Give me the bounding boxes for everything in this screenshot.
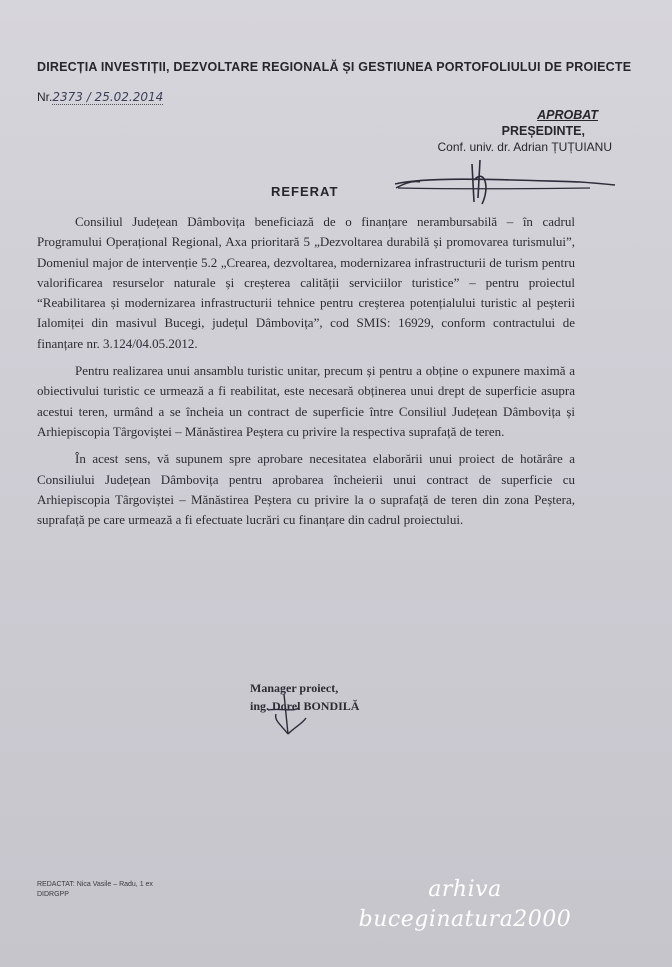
president-label: PREȘEDINTE, bbox=[501, 124, 585, 138]
watermark bbox=[300, 875, 630, 935]
manager-name: ing. Dorel BONDILĂ bbox=[250, 699, 360, 713]
president-name: Conf. univ. dr. Adrian ȚUȚUIANU bbox=[437, 140, 612, 154]
document-title: REFERAT bbox=[271, 184, 339, 199]
paragraph: În acest sens, vă supunem spre aprobare necesitatea elaborării unui proiect de hotărâre a Consiliului Județean Dâmbovița pentru aprobarea încheierii unui contract de superficie cu Arhiepiscopia Târgoviștei – Mănăstirea Peștera cu privire la o suprafață de teren din zona Peștera, suprafață pe care urmează a fi efectuate lucrări cu finanțare din cadrul proiectului. bbox=[37, 451, 575, 528]
approved-label: APROBAT bbox=[537, 108, 598, 122]
president-signature bbox=[390, 158, 620, 208]
footer-note bbox=[37, 880, 153, 900]
manager-signature bbox=[254, 690, 324, 740]
nr-value: 2373 / 25.02.2014 bbox=[52, 90, 164, 104]
redactat-text: REDACTAT: Nica Vasile – Radu, 1 ex bbox=[37, 881, 153, 888]
manager-role: Manager proiect, bbox=[250, 681, 339, 695]
document-body bbox=[37, 212, 575, 537]
department-code: DIDRGPP bbox=[37, 891, 69, 898]
paragraph: Consiliul Județean Dâmbovița beneficiază de o finanțare nerambursabilă – în cadrul Programului Operațional Regional, Axa prioritară 5 „Dezvoltarea durabilă și promovarea turismului”, Domeniul major de intervenție 5.2 „Crearea, dezvoltarea, modernizarea infrastructurii de turism pentru valorificarea resurselor naturale și creșterea calității serviciilor turistice” – pentru proiectul “Reabilitarea și modernizarea infrastructurii tehnice pentru creșterea potențialului turistic al peșterii Ialomiței din masivul Bucegi, județul Dâmbovița”, cod SMIS: 16929, conform contractului de finanțare nr. 3.124/04.05.2012. bbox=[37, 214, 575, 351]
watermark-line-1: arhiva bbox=[428, 877, 502, 902]
watermark-line-2: buceginatura2000 bbox=[358, 907, 572, 932]
institution-header: DIRECȚIA INVESTIȚII, DEZVOLTARE REGIONALĂ ȘI GESTIUNEA PORTOFOLIULUI DE PROIECTE bbox=[37, 60, 632, 74]
registration-number bbox=[37, 90, 163, 104]
paragraph: Pentru realizarea unui ansamblu turistic unitar, precum și pentru a obține o expunere maximă a obiectivului turistic ce urmează a fi reabilitat, este necesară obținerea unui drept de superficie asupra acestui teren, urmând a se încheia un contract de superficie între Consiliul Județean Dâmbovița și Arhiepiscopia Târgoviștei – Mănăstirea Peștera cu privire la respectiva suprafață de teren. bbox=[37, 363, 575, 439]
approval-block bbox=[437, 108, 612, 154]
nr-label: Nr. bbox=[37, 90, 53, 104]
